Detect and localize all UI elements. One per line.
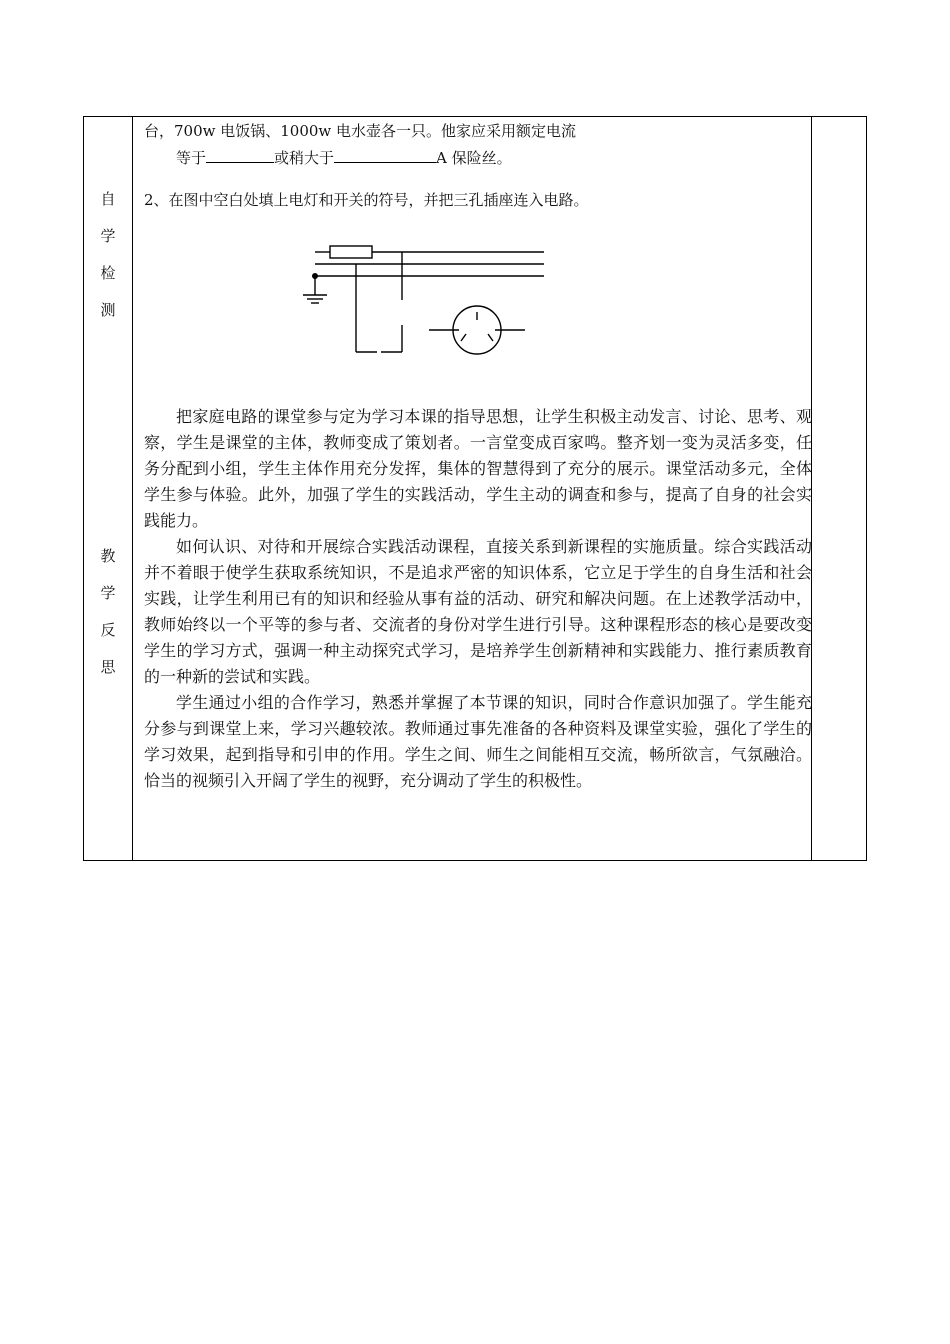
reflection-paragraph-3: 学生通过小组的合作学习，熟悉并掌握了本节课的知识，同时合作意识加强了。学生能充分参与到课堂上来，学习兴趣较浓。教师通过事先准备的各种资料及课堂实验，强化了学生的学习效果，起到指导和引申的作用。学生之间、师生之间能相互交流，畅所欲言，气氛融洽。恰当的视频引入开阔了学生的视野，充分调动了学生的积极性。 [144,693,812,790]
reflection-paragraph-1: 把家庭电路的课堂参与定为学习本课的指导思想，让学生积极主动发言、讨论、思考、观察，学生是课堂的主体，教师变成了策划者。一言堂变成百家鸣。整齐划一变为灵活多变，任务分配到小组，学生主体作用充分发挥，集体的智慧得到了充分的展示。课堂活动多元，全体学生参与体验。此外，加强了学生的实践活动，学生主动的调查和参与，提高了自身的社会实践能力。 [144,407,812,530]
label-char: 反 [100,621,116,639]
answer-blank-1[interactable] [206,147,274,163]
question1-prefix: 等于 [176,149,207,167]
question2-text: 2、在图中空白处填上电灯和开关的符号，并把三孔插座连入电路。 [144,191,589,209]
reflection-paragraph-2: 如何认识、对待和开展综合实践活动课程，直接关系到新课程的实施质量。综合实践活动并不着眼于使学生获取系统知识，不是追求严密的知识体系，它立足于学生的自身生活和社会实践，让学生利用已有的知识和经验从事有益的活动、研究和解决问题。在上述教学活动中，教师始终以一个平等的参与者、交流者的身份对学生进行引导。这种课程形态的核心是要改变学生的学习方式，强调一种主动探究式学习，是培养学生创新精神和实践能力、推行素质教育的一种新的尝试和实践。 [144,537,812,686]
reflection-content [144,404,812,794]
self-test-label [84,181,132,329]
column-divider-left [132,117,133,860]
label-char: 检 [100,264,116,282]
label-char: 学 [100,227,116,245]
label-char: 学 [100,584,116,602]
question1-suffix: A 保险丝。 [436,149,512,167]
reflection-label [84,538,132,686]
question1-middle: 或稍大于 [274,149,335,167]
question1-line1: 台，700w 电饭锅、1000w 电水壶各一只。他家应采用额定电流 [144,122,577,140]
junction-dot [312,273,318,279]
label-char: 自 [100,190,116,208]
answer-blank-2[interactable] [334,147,436,163]
question1-line2 [176,147,512,168]
lesson-table [83,116,867,861]
circuit-diagram [299,242,639,372]
label-char: 教 [100,547,116,565]
label-char: 思 [100,658,116,676]
label-char: 测 [100,301,116,319]
fuse-icon [330,246,372,258]
